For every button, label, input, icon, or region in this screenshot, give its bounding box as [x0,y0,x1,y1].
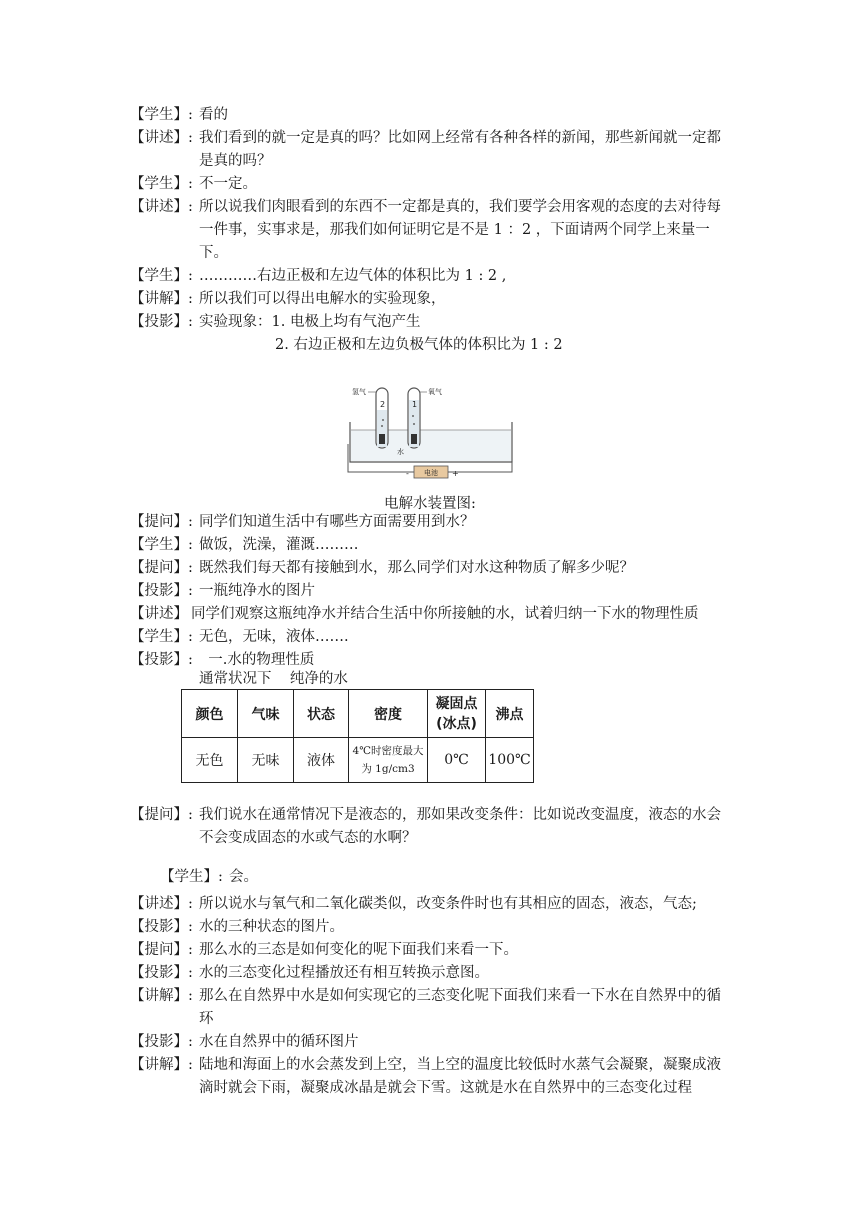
dialogue-line [130,196,735,265]
dialogue-line [160,866,560,889]
left-tube-mark: 2 [380,400,386,409]
line-text: 所以说我们肉眼看到的东西不一定都是真的，我们要学会用客观的态度的去对待每一件事，实事求是，那我们如何证明它是不是 1 ：2 ，下面请两个同学上来量一下。 [199,199,721,261]
table-cell: 0℃ [428,738,486,783]
dialogue-line [130,288,735,311]
speaker-tag: 【学生】: [130,107,193,123]
speaker-tag: 【投影】: [130,965,193,981]
table-header-cell: 颜色 [182,690,238,738]
table-header-cell: 凝固点 (冰点) [428,690,486,738]
line-text: 那么在自然界中水是如何实现它的三态变化呢下面我们来看一下水在自然界中的循环 [199,988,721,1027]
table-cell: 无色 [182,738,238,783]
hydrogen-label: 氢气 [352,388,366,396]
table-header-cell: 气味 [238,690,294,738]
dialogue-line [130,127,735,173]
speaker-tag: 【讲述】: [130,130,193,146]
line-text: 会。 [229,869,258,885]
speaker-tag: 【提问】: [130,560,193,576]
speaker-tag: 【讲述】: [130,896,193,912]
line-text: 水的三种状态的图片。 [199,919,344,935]
dialogue-line [130,985,735,1031]
line-text: 一.水的物理性质 [199,652,315,668]
dialogue-line [130,534,735,557]
dialogue-line [130,265,735,288]
line-text: 无色，无味，液体……. [199,629,349,645]
dialogue-line [130,962,735,985]
water-label: 水 [397,448,404,456]
speaker-tag: 【提问】: [130,942,193,958]
line-text: 实验现象：1. 电极上均有气泡产生 [199,314,421,330]
speaker-tag: 【讲解】: [130,988,193,1004]
dialogue-line [130,1054,735,1100]
line-text: 做饭，洗澡，灌溉……… [199,537,359,553]
table-intro: 通常状况下 纯净的水 [199,671,348,687]
dialogue-line [130,804,735,850]
right-tube-mark: 1 [412,400,418,409]
dialogue-line [130,939,735,962]
speaker-tag: 【讲解】: [130,1057,193,1073]
speaker-tag: 【提问】: [130,807,193,823]
speaker-tag: 【学生】: [130,537,193,553]
line-text: 水在自然界中的循环图片 [199,1034,359,1050]
table-cell: 无味 [238,738,294,783]
table-header-cell: 密度 [349,690,428,738]
speaker-tag: 【投影】: [130,652,193,668]
speaker-tag: 【学生】: [130,268,193,284]
battery-label: 电池 [424,469,438,477]
speaker-tag: 【学生】: [130,176,193,192]
speaker-tag: 【学生】: [160,869,223,885]
dialogue-line [130,104,735,127]
water-properties-table [181,689,534,783]
dialogue-line [130,580,735,603]
dialogue-line [130,311,735,334]
line-text: 我们说水在通常情况下是液态的，那如果改变条件：比如说改变温度，液态的水会不会变成固态的水或气态的水啊？ [199,807,721,846]
line-text: 我们看到的就一定是真的吗？比如网上经常有各种各样的新闻，那些新闻就一定都是真的吗？ [199,130,721,169]
table-cell: 100℃ [486,738,534,783]
line-text: …………右边正极和左边气体的体积比为 1 : 2 , [199,268,507,284]
line-text: 同学们知道生活中有哪些方面需要用到水？ [199,514,475,530]
speaker-tag: 【投影】: [130,583,193,599]
line-text: 水的三态变化过程播放还有相互转换示意图。 [199,965,489,981]
figure-caption: 电解水装置图: [384,496,476,512]
speaker-tag: 【讲述】: [130,199,193,215]
line-text: 不一定。 [199,176,257,192]
line-text: 所以说水与氧气和二氧化碳类似，改变条件时也有其相应的固态，液态，气态; [199,896,697,912]
line-text: 看的 [199,107,228,123]
dialogue-line [130,1031,735,1054]
table-cell: 4℃时密度最大为 1g/cm3 [349,738,428,783]
speaker-tag: 【投影】: [130,1034,193,1050]
dialogue-line [130,916,735,939]
line-text: 既然我们每天都有接触到水，那么同学们对水这种物质了解多少呢？ [199,560,634,576]
line-text: 所以我们可以得出电解水的实验现象， [199,291,446,307]
table-header-cell: 沸点 [486,690,534,738]
battery-plus-label: + [452,469,459,478]
dialogue-line [130,626,735,649]
electrolysis-apparatus-figure [340,380,520,480]
dialogue-line [130,511,735,534]
speaker-tag: 【讲述】 [130,606,188,622]
phenomenon-item-2: 2. 右边正极和左边负极气体的体积比为 1 : 2 [275,337,563,353]
table-header-row [182,690,534,738]
table-cell: 液体 [294,738,349,783]
line-text: 那么水的三态是如何变化的呢下面我们来看一下。 [199,942,518,958]
speaker-tag: 【提问】: [130,514,193,530]
line-text: 陆地和海面上的水会蒸发到上空，当上空的温度比较低时水蒸气会凝聚，凝聚成液滴时就会下雨，凝聚成冰晶是就会下雪。这就是水在自然界中的三态变化过程 [199,1057,721,1096]
dialogue-line [130,173,735,196]
speaker-tag: 【学生】: [130,629,193,645]
battery-minus-label: - [406,469,409,478]
dialogue-line [130,603,735,626]
speaker-tag: 【投影】: [130,314,193,330]
line-text: 一瓶纯净水的图片 [199,583,315,599]
speaker-tag: 【讲解】: [130,291,193,307]
oxygen-label: 氧气 [428,388,442,396]
table-header-cell: 状态 [294,690,349,738]
line-text: 同学们观察这瓶纯净水并结合生活中你所接触的水，试着归纳一下水的物理性质 [191,606,699,622]
speaker-tag: 【投影】: [130,919,193,935]
dialogue-line [130,893,735,916]
dialogue-line [130,557,735,580]
table-row [182,738,534,783]
